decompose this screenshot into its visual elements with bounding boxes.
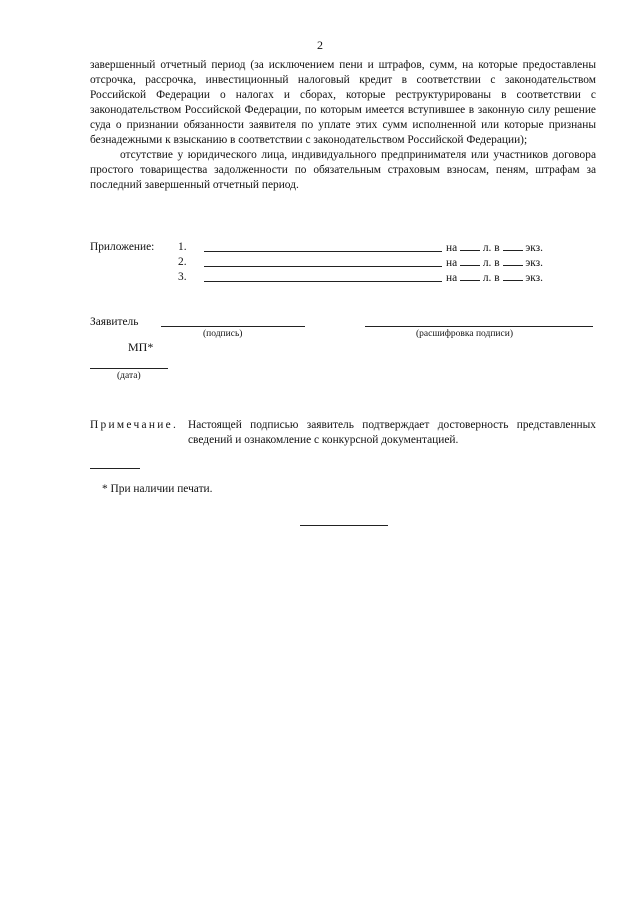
copies-blank — [503, 255, 523, 266]
name-caption: (расшифровка подписи) — [416, 329, 513, 339]
attachments-label: Приложение: — [90, 241, 155, 253]
copies-blank — [503, 240, 523, 251]
note-text: Настоящей подписью заявитель подтверждает достоверность представленных сведений и ознакомление с конкурсной документацией. — [188, 419, 596, 446]
attachment-count: на л. в экз. — [446, 272, 543, 284]
stamp-label: МП* — [128, 340, 154, 354]
pages-blank — [460, 255, 480, 266]
attachment-number: 2. — [178, 256, 187, 268]
pages-blank — [460, 270, 480, 281]
attachment-row — [178, 255, 598, 270]
name-blank — [365, 326, 593, 327]
signature-caption: (подпись) — [203, 329, 243, 339]
attachment-number: 1. — [178, 241, 187, 253]
footnote: * При наличии печати. — [102, 483, 213, 495]
page-number: 2 — [317, 38, 323, 52]
paragraph-tax-debt: завершенный отчетный период (за исключением пени и штрафов, сумм, на которые предоставлены отсрочка, рассрочка, инвестиционный налоговый кредит в соответствии с законодательством Российской Федерации о налогах и сборах, которые реструктурированы в соответствии с законодательством Российской Федерации, по которым имеется вступившее в законную силу решение суда о признании обязанности заявителя по уплате этих сумм исполненной или которые признаны безнадежными к взысканию в соответствии с законодательством Российской Федерации); — [90, 59, 596, 146]
applicant-label: Заявитель — [90, 316, 139, 328]
note-label: Примечание. — [90, 419, 179, 431]
attachment-number: 3. — [178, 271, 187, 283]
attachment-row — [178, 240, 598, 255]
attachment-row — [178, 270, 598, 285]
body-text — [90, 58, 596, 193]
pages-blank — [460, 240, 480, 251]
signature-blank — [161, 326, 305, 327]
attachment-title-blank — [204, 266, 442, 267]
end-divider — [300, 525, 388, 526]
attachment-count: на л. в экз. — [446, 257, 543, 269]
date-caption: (дата) — [117, 371, 141, 381]
date-blank — [90, 368, 168, 369]
paragraph-insurance-debt: отсутствие у юридического лица, индивидуального предпринимателя или участников договора простого товарищества задолженности по обязательным страховым взносам, пеням, штрафам за последний завершенный отчетный период. — [90, 149, 596, 191]
footnote-divider — [90, 468, 140, 469]
attachment-title-blank — [204, 281, 442, 282]
attachment-title-blank — [204, 251, 442, 252]
copies-blank — [503, 270, 523, 281]
attachment-count: на л. в экз. — [446, 242, 543, 254]
